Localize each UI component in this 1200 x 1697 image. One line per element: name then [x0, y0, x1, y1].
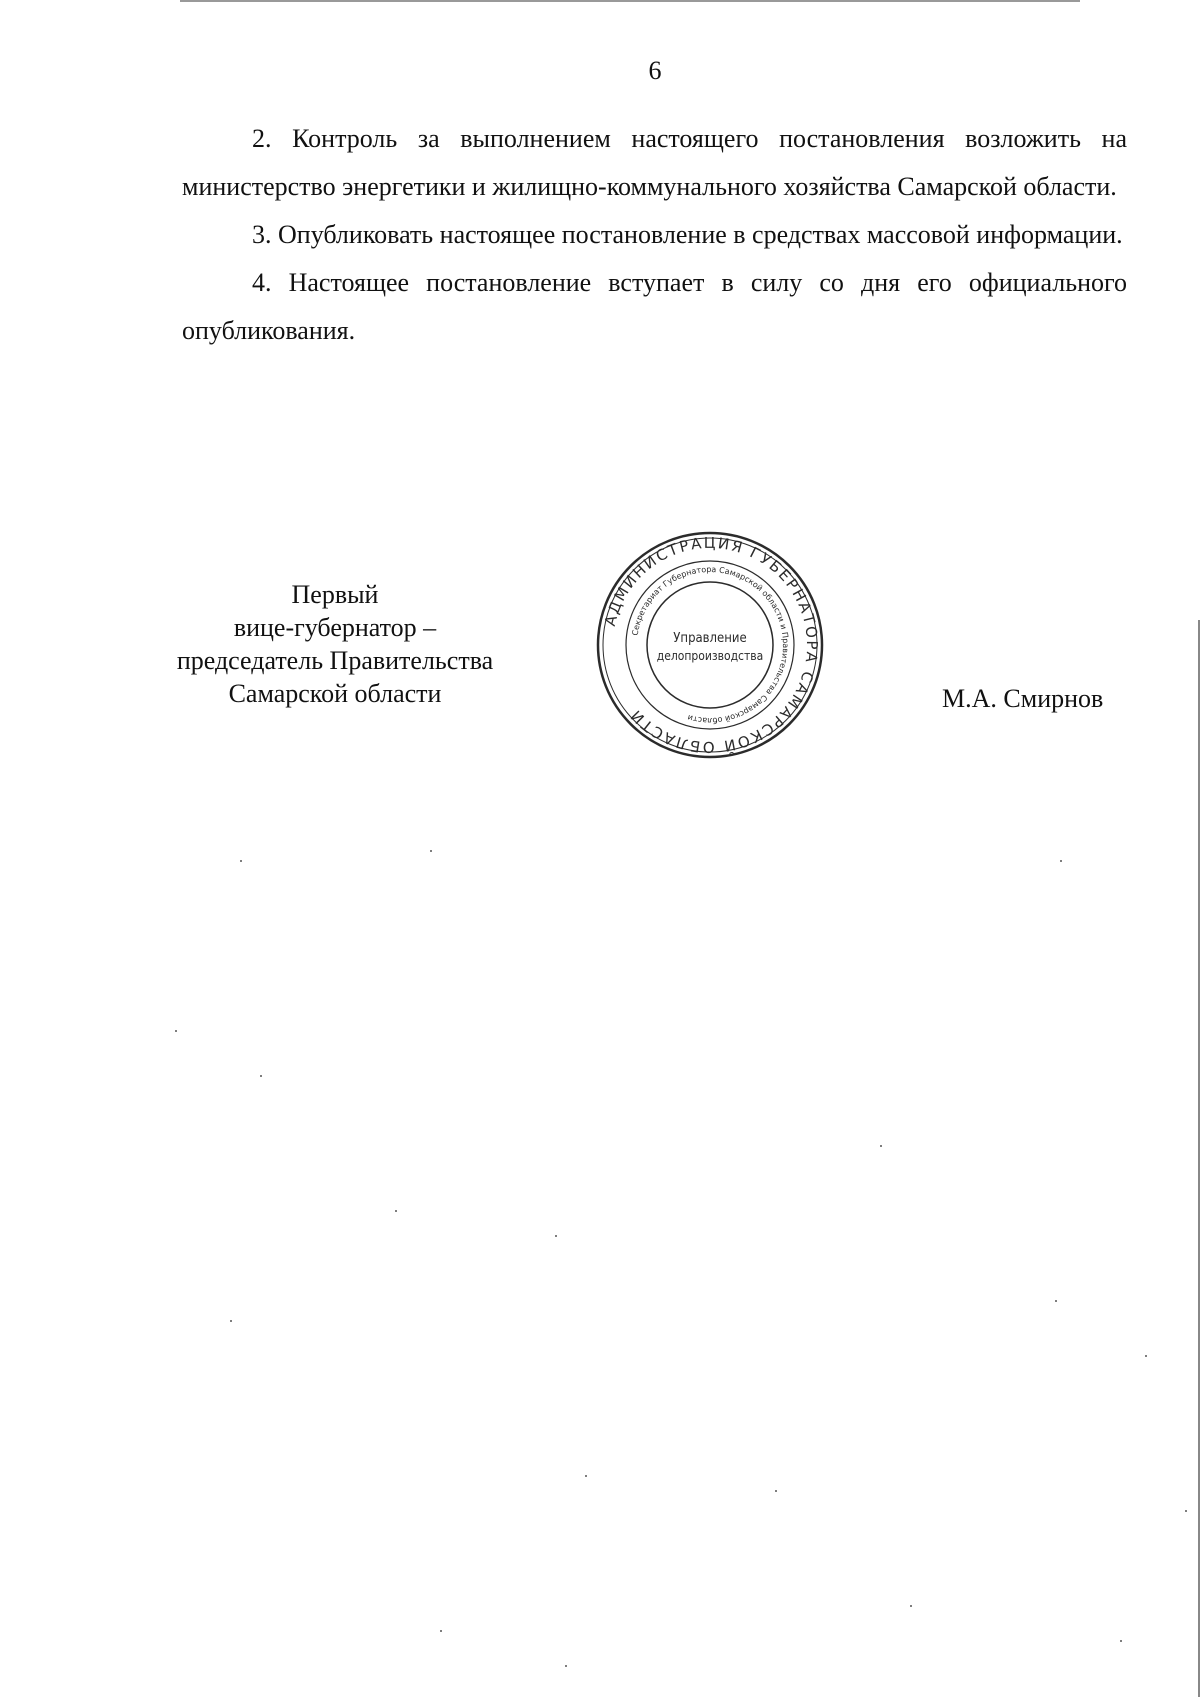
document-body: [182, 115, 1127, 355]
seal-middle-text: Секретариат Губернатора Самарской области и Правительства Самарской области: [630, 564, 791, 726]
scan-speck: [555, 1235, 557, 1237]
position-line: Первый: [291, 580, 379, 609]
scan-speck: [1120, 1640, 1122, 1642]
scan-speck: [240, 860, 242, 862]
paragraph-4: 4. Настоящее постановление вступает в силу со дня его официального опубликования.: [182, 268, 1127, 345]
scan-speck: [1060, 860, 1062, 862]
scan-speck: [585, 1475, 587, 1477]
position-line: председатель Правительства: [176, 646, 494, 675]
page-number: 6: [648, 56, 662, 85]
seal-center-line-2: делопроизводства: [656, 649, 764, 663]
scan-top-edge: [180, 0, 1080, 2]
seal-center-line-1: Управление: [673, 631, 747, 646]
scan-speck: [880, 1145, 882, 1147]
scan-speck: [910, 1605, 912, 1607]
paragraph-3: 3. Опубликовать настоящее постановление в средствах массовой информации.: [252, 220, 1123, 249]
scan-speck: [775, 1490, 777, 1492]
scan-speck: [430, 850, 432, 852]
scan-speck: [395, 1210, 397, 1212]
official-seal: [595, 530, 825, 760]
scan-speck: [1055, 1300, 1057, 1302]
scan-speck: [230, 1320, 232, 1322]
scan-speck: [440, 1630, 442, 1632]
signatory-position: [140, 578, 530, 710]
scan-speck: [260, 1075, 262, 1077]
paragraph-2: 2. Контроль за выполнением настоящего постановления возложить на министерство энергетики и жилищно-коммунального хозяйства Самарской области.: [182, 124, 1127, 201]
position-line: вице-губернатор –: [233, 613, 437, 642]
scan-speck: [565, 1665, 567, 1667]
scan-speck: [1145, 1355, 1147, 1357]
signatory-name: М.А. Смирнов: [942, 684, 1104, 713]
scan-speck: [1185, 1510, 1187, 1512]
scan-speck: [175, 1030, 177, 1032]
position-line: Самарской области: [228, 679, 442, 708]
seal-outer-text: АДМИНИСТРАЦИЯ ГУБЕРНАТОРА САМАРСКОЙ ОБЛАСТИ: [600, 533, 822, 757]
